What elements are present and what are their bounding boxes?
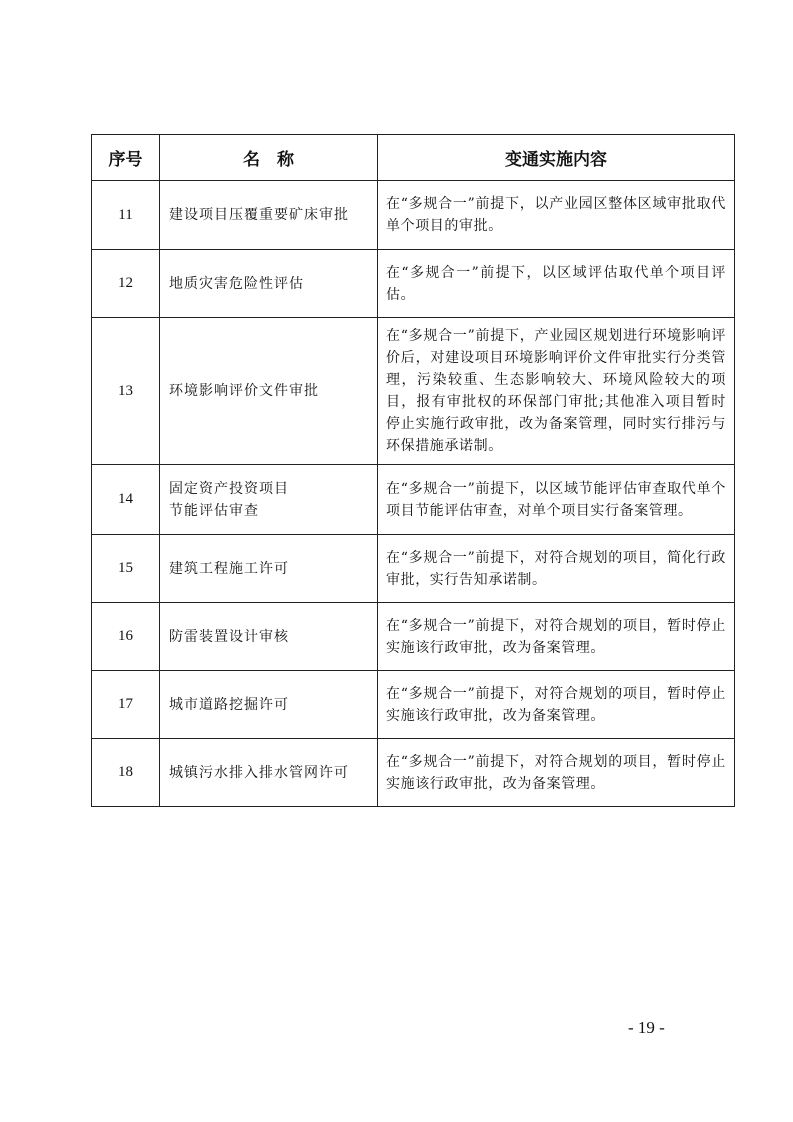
row-name: 城市道路挖掘许可 bbox=[160, 671, 378, 739]
row-content: 在“多规合一”前提下，对符合规划的项目，暂时停止实施该行政审批，改为备案管理。 bbox=[378, 739, 735, 807]
row-content: 在“多规合一”前提下，对符合规划的项目，暂时停止实施该行政审批，改为备案管理。 bbox=[378, 603, 735, 671]
row-name: 固定资产投资项目 节能评估审查 bbox=[160, 465, 378, 535]
header-seq: 序号 bbox=[92, 135, 160, 181]
table-header-row bbox=[92, 135, 735, 181]
row-seq: 13 bbox=[92, 318, 160, 465]
row-content: 在“多规合一”前提下，以区域评估取代单个项目评估。 bbox=[378, 250, 735, 318]
table-row bbox=[92, 318, 735, 465]
row-content: 在“多规合一”前提下，以产业园区整体区域审批取代单个项目的审批。 bbox=[378, 181, 735, 250]
page-number: - 19 - bbox=[628, 1018, 665, 1037]
approval-items-table bbox=[91, 134, 735, 807]
row-name: 地质灾害危险性评估 bbox=[160, 250, 378, 318]
row-seq: 11 bbox=[92, 181, 160, 250]
row-seq: 16 bbox=[92, 603, 160, 671]
row-content: 在“多规合一”前提下，产业园区规划进行环境影响评价后，对建设项目环境影响评价文件审批实行分类管理，污染较重、生态影响较大、环境风险较大的项目，报有审批权的环保部门审批;其他准入项目暂时停止实施行政审批，改为备案管理，同时实行排污与环保措施承诺制。 bbox=[378, 318, 735, 465]
row-content: 在“多规合一”前提下，对符合规划的项目，简化行政审批，实行告知承诺制。 bbox=[378, 535, 735, 603]
row-content: 在“多规合一”前提下，以区域节能评估审查取代单个项目节能评估审查，对单个项目实行备案管理。 bbox=[378, 465, 735, 535]
table-row bbox=[92, 465, 735, 535]
table-row bbox=[92, 535, 735, 603]
table-row bbox=[92, 250, 735, 318]
row-content: 在“多规合一”前提下，对符合规划的项目，暂时停止实施该行政审批，改为备案管理。 bbox=[378, 671, 735, 739]
table-row bbox=[92, 181, 735, 250]
row-seq: 18 bbox=[92, 739, 160, 807]
row-name: 建筑工程施工许可 bbox=[160, 535, 378, 603]
header-content: 变通实施内容 bbox=[378, 135, 735, 181]
row-seq: 17 bbox=[92, 671, 160, 739]
table-row bbox=[92, 671, 735, 739]
row-name: 建设项目压覆重要矿床审批 bbox=[160, 181, 378, 250]
header-name: 名 称 bbox=[160, 135, 378, 181]
row-name: 环境影响评价文件审批 bbox=[160, 318, 378, 465]
row-name: 防雷装置设计审核 bbox=[160, 603, 378, 671]
row-seq: 14 bbox=[92, 465, 160, 535]
table-row bbox=[92, 603, 735, 671]
row-name: 城镇污水排入排水管网许可 bbox=[160, 739, 378, 807]
row-seq: 12 bbox=[92, 250, 160, 318]
table-row bbox=[92, 739, 735, 807]
row-seq: 15 bbox=[92, 535, 160, 603]
